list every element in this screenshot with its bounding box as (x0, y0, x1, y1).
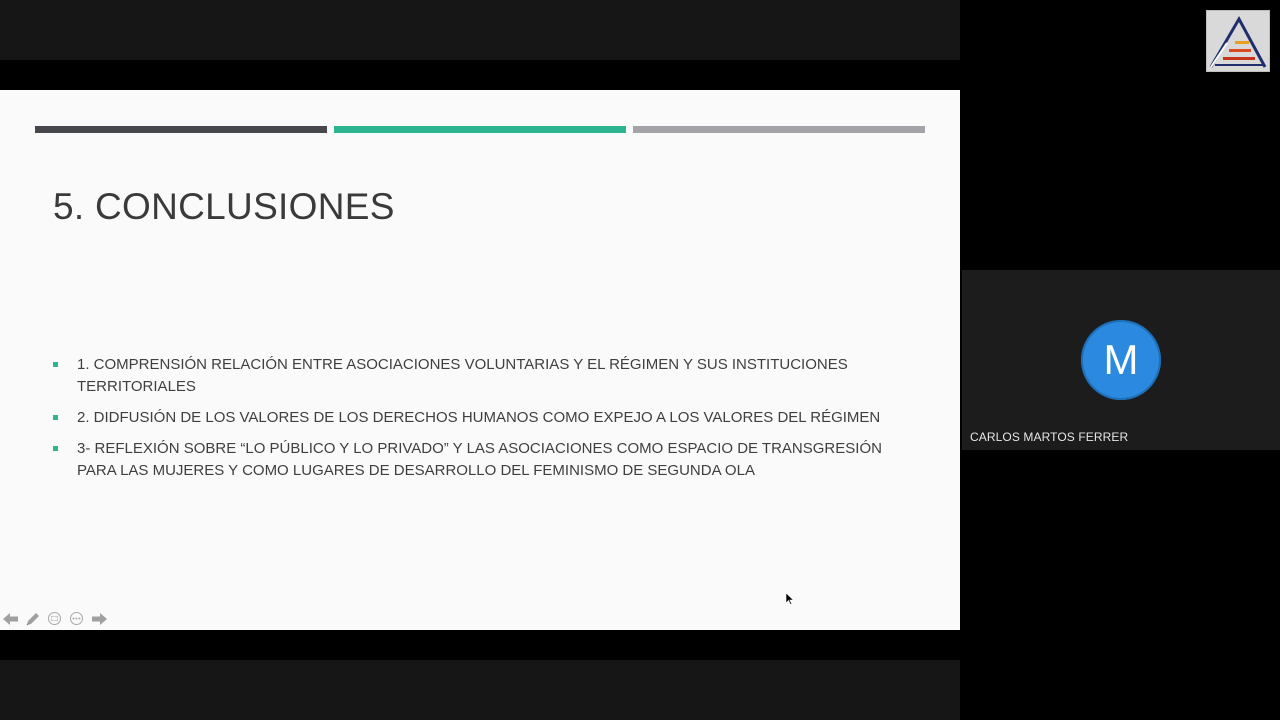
mouse-cursor-icon (786, 593, 794, 605)
slideshow-controls (2, 610, 107, 627)
bullet-text: 2. DIDFUSIÓN DE LOS VALORES DE LOS DERECHOS HUMANOS COMO EXPEJO A LOS VALORES DEL RÉGIMEN (77, 409, 881, 426)
bullet-marker-icon (53, 362, 58, 367)
header-bar-teal (334, 126, 626, 133)
bullet-text: 3- REFLEXIÓN SOBRE “LO PÚBLICO Y LO PRIVADO” Y LAS ASOCIACIONES COMO ESPACIO DE TRANSGRESIÓN PARA LAS MUJERES Y COMO LUGARES DE DESARROLLO DEL FEMINISMO DE SEGUNDA OLA (77, 440, 882, 479)
participant-tile[interactable] (962, 270, 1280, 450)
bullet-item-3 (53, 438, 913, 482)
logo-triangle-icon (1207, 11, 1269, 71)
video-bottom-band (0, 660, 960, 720)
slides-icon[interactable] (46, 610, 63, 627)
next-arrow-icon[interactable] (90, 610, 107, 627)
bullet-item-2 (53, 407, 913, 429)
bullet-item-1 (53, 354, 913, 398)
bullet-list (53, 354, 913, 491)
presentation-slide (0, 90, 960, 630)
bullet-text: 1. COMPRENSIÓN RELACIÓN ENTRE ASOCIACIONES VOLUNTARIAS Y EL RÉGIMEN Y SUS INSTITUCIONES TERRITORIALES (77, 356, 848, 395)
avatar: M (1081, 320, 1161, 400)
participant-name: CARLOS MARTOS FERRER (970, 430, 1129, 444)
header-bar-gray (633, 126, 925, 133)
institution-logo (1206, 10, 1270, 72)
previous-arrow-icon[interactable] (2, 610, 19, 627)
video-top-band (0, 0, 960, 60)
slide-title: 5. CONCLUSIONES (53, 186, 395, 227)
bullet-marker-icon (53, 446, 58, 451)
bullet-marker-icon (53, 415, 58, 420)
more-icon[interactable] (68, 610, 85, 627)
pen-icon[interactable] (24, 610, 41, 627)
header-bar-dark (35, 126, 327, 133)
